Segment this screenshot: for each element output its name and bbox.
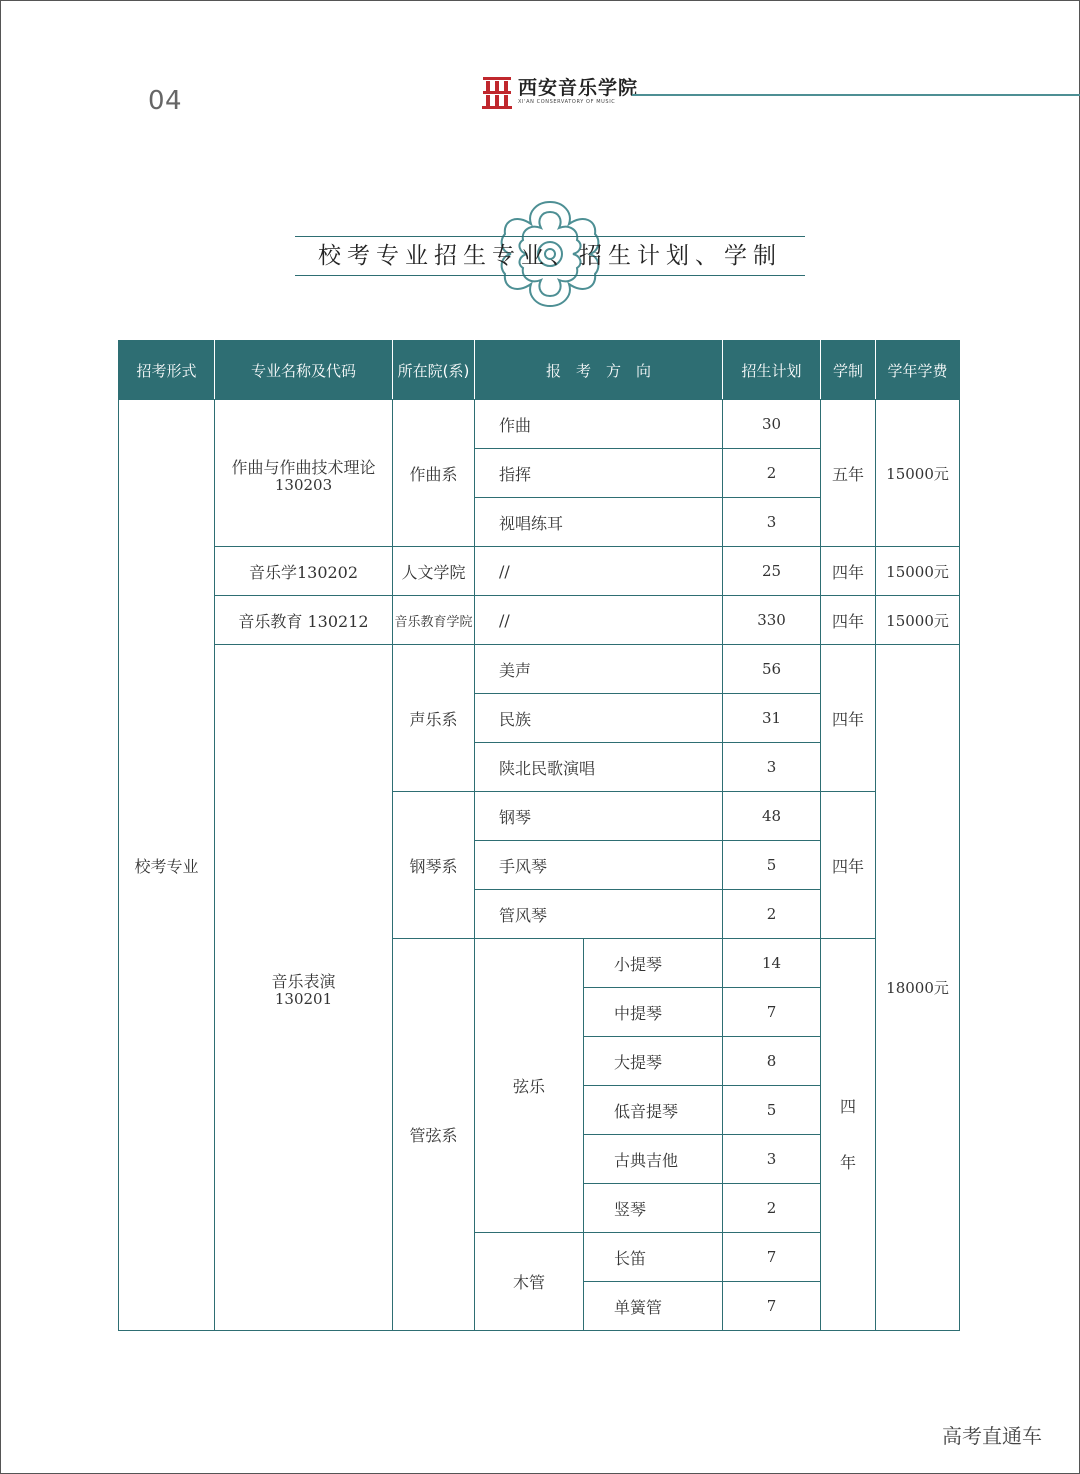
watermark: 高考直通车 <box>942 1424 1042 1448</box>
dept-cell: 声乐系 <box>393 645 475 792</box>
direction-cell: 小提琴 <box>584 939 723 988</box>
direction-cell: 民族 <box>475 694 723 743</box>
header-dept: 所在院(系) <box>393 341 475 400</box>
direction-cell: 陕北民歌演唱 <box>475 743 723 792</box>
direction-cell: 钢琴 <box>475 792 723 841</box>
direction-cell: 单簧管 <box>584 1282 723 1331</box>
table-header-row <box>119 341 960 400</box>
plan-cell: 2 <box>723 890 821 939</box>
plan-cell: 56 <box>723 645 821 694</box>
plan-cell: 31 <box>723 694 821 743</box>
years-char-1: 四 <box>840 1096 857 1116</box>
page-title: 校考专业招生专业、招生计划、学制 <box>318 243 782 269</box>
plan-cell: 2 <box>723 1184 821 1233</box>
plan-cell: 330 <box>723 596 821 645</box>
dept-cell: 管弦系 <box>393 939 475 1331</box>
years-cell: 四年 <box>821 645 876 792</box>
major-code: 130203 <box>274 475 333 494</box>
plan-cell: 25 <box>723 547 821 596</box>
table-row <box>119 596 960 645</box>
dept-cell: 人文学院 <box>393 547 475 596</box>
direction-cell: 管风琴 <box>475 890 723 939</box>
years-cell: 四年 <box>821 547 876 596</box>
header-fee: 学年学费 <box>876 341 960 400</box>
section-woodwind: 木管 <box>475 1233 584 1331</box>
plan-cell: 2 <box>723 449 821 498</box>
form-cell: 校考专业 <box>119 400 215 1331</box>
table-row <box>119 547 960 596</box>
dept-cell: 作曲系 <box>393 400 475 547</box>
major-name: 音乐表演 <box>271 972 336 991</box>
major-name: 作曲与作曲技术理论 <box>231 457 376 477</box>
direction-cell: 作曲 <box>475 400 723 449</box>
direction-cell: 中提琴 <box>584 988 723 1037</box>
plan-cell: 3 <box>723 498 821 547</box>
header-major: 专业名称及代码 <box>215 341 393 400</box>
years-cell: 四年 <box>821 596 876 645</box>
plan-cell: 30 <box>723 400 821 449</box>
direction-cell: 指挥 <box>475 449 723 498</box>
fee-cell: 15000元 <box>876 400 960 547</box>
plan-cell: 5 <box>723 841 821 890</box>
table-row <box>119 400 960 449</box>
direction-cell: 低音提琴 <box>584 1086 723 1135</box>
years-cell: 五年 <box>821 400 876 547</box>
direction-cell: 竖琴 <box>584 1184 723 1233</box>
logo-name-cn: 西安音乐学院 <box>518 77 639 99</box>
header-rule <box>632 94 1080 96</box>
direction-cell: 手风琴 <box>475 841 723 890</box>
years-cell <box>821 939 876 1331</box>
dept-cell: 钢琴系 <box>393 792 475 939</box>
plan-cell: 5 <box>723 1086 821 1135</box>
direction-cell: 古典吉他 <box>584 1135 723 1184</box>
major-cell: 音乐教育 130212 <box>215 596 393 645</box>
page-number: 04 <box>148 86 183 116</box>
conservatory-emblem-icon <box>482 75 512 109</box>
section-strings: 弦乐 <box>475 939 584 1233</box>
direction-cell: // <box>475 547 723 596</box>
plan-cell: 14 <box>723 939 821 988</box>
header-plan: 招生计划 <box>723 341 821 400</box>
major-composition <box>215 400 393 547</box>
fee-cell: 15000元 <box>876 596 960 645</box>
major-code: 130201 <box>274 990 333 1008</box>
plan-cell: 8 <box>723 1037 821 1086</box>
school-logo <box>482 74 638 110</box>
header-form: 招考形式 <box>119 341 215 400</box>
plan-cell: 3 <box>723 743 821 792</box>
fee-cell: 18000元 <box>876 645 960 1331</box>
years-char-2: 年 <box>840 1152 857 1172</box>
plan-cell: 7 <box>723 1282 821 1331</box>
title-banner <box>295 236 805 276</box>
plan-cell: 48 <box>723 792 821 841</box>
plan-cell: 7 <box>723 1233 821 1282</box>
direction-cell: 长笛 <box>584 1233 723 1282</box>
direction-cell: 大提琴 <box>584 1037 723 1086</box>
major-performance <box>215 645 393 1331</box>
enrollment-table <box>118 340 960 1331</box>
plan-cell: 3 <box>723 1135 821 1184</box>
direction-cell: // <box>475 596 723 645</box>
major-cell: 音乐学130202 <box>215 547 393 596</box>
years-cell: 四年 <box>821 792 876 939</box>
plan-cell: 7 <box>723 988 821 1037</box>
direction-cell: 美声 <box>475 645 723 694</box>
fee-cell: 15000元 <box>876 547 960 596</box>
direction-cell: 视唱练耳 <box>475 498 723 547</box>
dept-cell: 音乐教育学院 <box>393 596 475 645</box>
header-years: 学制 <box>821 341 876 400</box>
header-direction: 报 考 方 向 <box>475 341 723 400</box>
logo-name-en: XI'AN CONSERVATORY OF MUSIC <box>518 99 616 105</box>
table-row <box>119 645 960 694</box>
